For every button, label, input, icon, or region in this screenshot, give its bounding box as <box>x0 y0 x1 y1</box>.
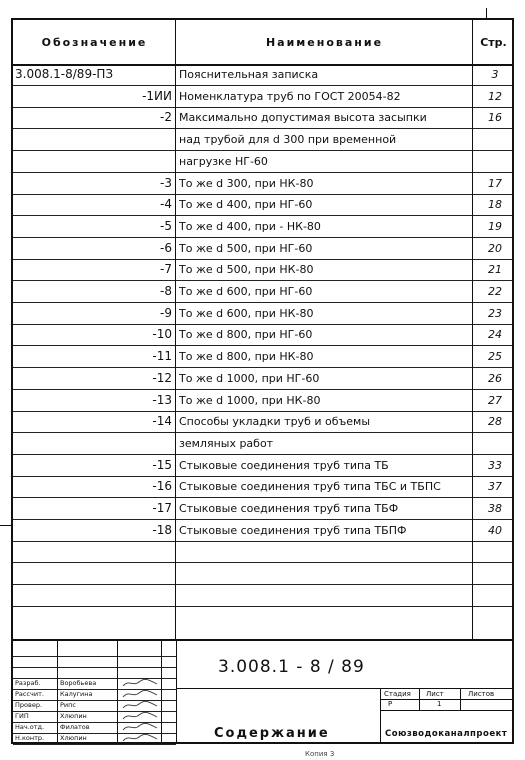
organization-name: Союзводоканалпроект <box>385 729 508 739</box>
signature-scribble-icon <box>121 700 161 710</box>
row-page: 22 <box>488 285 502 298</box>
role-label: Рассчит. <box>15 690 44 698</box>
row-designation: -1ИИ <box>142 88 172 103</box>
table-row <box>13 151 512 173</box>
row-page: 17 <box>488 176 502 190</box>
person-name: Хлюпин <box>60 712 87 720</box>
sheets-label: Листов <box>468 690 495 698</box>
signature-row <box>13 733 176 745</box>
row-name: Стыковые соединения труб типа ТБПФ <box>179 523 407 537</box>
stage-label: Стадия <box>384 690 411 698</box>
row-page: 26 <box>488 371 502 385</box>
table-row <box>13 563 512 585</box>
row-designation: -11 <box>152 349 172 364</box>
row-page: 40 <box>488 523 502 537</box>
row-name: То же d 1000, при НГ-60 <box>179 371 320 385</box>
column-header-designation: Обозначение <box>41 35 148 49</box>
table-row <box>13 64 512 86</box>
table-row <box>13 324 512 346</box>
column-header-name: Наименование <box>265 35 384 49</box>
signature-scribble-icon <box>121 722 161 732</box>
margin-mark <box>0 525 11 526</box>
table-row <box>13 433 512 455</box>
row-designation: -10 <box>152 327 172 342</box>
table-row <box>13 194 512 216</box>
table-row <box>13 238 512 260</box>
tb-divider <box>380 688 381 742</box>
row-page: 21 <box>488 263 502 277</box>
table-row <box>13 107 512 129</box>
signature-scribble-icon <box>121 689 161 699</box>
stage-value: Р <box>388 700 393 708</box>
row-name: Стыковые соединения труб типа ТБФ <box>179 502 399 515</box>
table-row <box>13 520 512 542</box>
row-page: 18 <box>488 198 502 212</box>
row-name: То же d 600, при НГ-60 <box>179 285 313 298</box>
title-block <box>13 639 512 742</box>
row-name: То же d 600, при НК-80 <box>179 306 314 320</box>
row-designation: -14 <box>152 414 172 429</box>
table-row <box>13 216 512 238</box>
person-name: Калугина <box>60 690 93 698</box>
table-row <box>13 173 512 195</box>
row-designation: -15 <box>152 457 172 472</box>
row-page: 24 <box>488 328 502 342</box>
row-name: Стыковые соединения труб типа ТБС и ТБПС <box>179 480 441 494</box>
person-name: Филатов <box>60 723 90 731</box>
row-designation: -13 <box>152 392 172 407</box>
row-designation: -18 <box>152 522 172 537</box>
row-name: над трубой для d 300 при временной <box>179 133 397 147</box>
table-row <box>13 303 512 325</box>
person-name: Хлюпин <box>60 734 87 742</box>
tb-divider <box>176 641 177 744</box>
table-row <box>13 259 512 281</box>
row-page: 19 <box>488 219 502 233</box>
table-row <box>13 541 512 563</box>
tb-divider <box>380 699 512 700</box>
document-code: 3.008.1 - 8 / 89 <box>218 657 365 677</box>
signature-scribble-icon <box>121 678 161 688</box>
row-designation: -6 <box>160 240 172 255</box>
row-page: 27 <box>488 393 502 407</box>
row-name: То же d 400, при НГ-60 <box>179 198 313 212</box>
row-designation: -2 <box>160 110 172 125</box>
tb-divider <box>57 641 58 744</box>
row-designation: -5 <box>160 218 172 233</box>
role-label: Нач.отд. <box>15 723 45 731</box>
role-label: Разраб. <box>15 679 41 687</box>
tb-divider <box>419 688 420 710</box>
footer-note: Копия 3 <box>305 750 335 758</box>
margin-mark <box>486 8 487 18</box>
row-name: Номенклатура труб по ГОСТ 20054-82 <box>179 89 401 103</box>
row-page: 28 <box>488 415 502 429</box>
row-name: То же d 1000, при НК-80 <box>179 393 321 407</box>
row-page: 23 <box>488 306 502 320</box>
column-divider <box>175 20 176 639</box>
document-title: Содержание <box>214 726 330 741</box>
sheet-value: 1 <box>437 700 442 708</box>
row-name: То же d 500, при НГ-60 <box>179 241 313 255</box>
row-page: 12 <box>488 89 502 103</box>
row-designation: -4 <box>160 197 172 212</box>
row-page: 20 <box>488 241 502 255</box>
row-designation: -17 <box>152 501 172 515</box>
table-row <box>13 281 512 303</box>
row-page: 38 <box>488 502 502 515</box>
row-page: 37 <box>488 480 502 494</box>
row-page: 25 <box>488 350 502 364</box>
tb-divider <box>176 688 512 689</box>
signature-scribble-icon <box>121 733 161 743</box>
row-designation: -7 <box>160 262 172 277</box>
row-name: То же d 800, при НК-80 <box>179 350 314 364</box>
table-row <box>13 455 512 477</box>
row-designation: -3 <box>160 175 172 190</box>
row-name: Способы укладки труб и объемы <box>179 415 371 429</box>
row-page: 3 <box>491 68 499 81</box>
row-designation: -12 <box>152 370 172 385</box>
tb-divider <box>460 688 461 710</box>
row-name: То же d 400, при - НК-80 <box>179 219 321 233</box>
table-header <box>13 20 512 66</box>
table-row <box>13 368 512 390</box>
role-label: Провер. <box>15 701 43 709</box>
table-row <box>13 498 512 520</box>
tb-divider <box>117 641 118 744</box>
table-row <box>13 476 512 498</box>
tb-divider <box>380 710 512 711</box>
person-name: Воробьева <box>60 679 97 687</box>
row-name: нагрузке НГ-60 <box>179 154 268 168</box>
role-label: Н.контр. <box>15 734 45 742</box>
table-row <box>13 129 512 151</box>
column-header-page: Стр. <box>480 35 507 49</box>
row-name: Пояснительная записка <box>179 68 319 81</box>
table-row <box>13 585 512 607</box>
column-divider <box>472 20 473 639</box>
row-name: Максимально допустимая высота засыпки <box>179 111 427 125</box>
row-designation: -8 <box>160 284 172 298</box>
tb-divider <box>161 641 162 744</box>
row-designation: 3.008.1-8/89-ПЗ <box>15 67 114 81</box>
signature-scribble-icon <box>121 711 161 721</box>
person-name: Рипс <box>60 701 76 709</box>
row-designation: -9 <box>160 305 172 320</box>
table-row <box>13 346 512 368</box>
row-name: То же d 300, при НК-80 <box>179 176 314 190</box>
row-page: 16 <box>488 111 502 125</box>
row-name: земляных работ <box>179 436 274 450</box>
row-page: 33 <box>488 458 502 472</box>
role-label: ГИП <box>15 712 29 720</box>
drawing-sheet <box>11 18 514 744</box>
row-name: Стыковые соединения труб типа ТБ <box>179 458 389 472</box>
sheet-label: Лист <box>426 690 444 698</box>
row-designation: -16 <box>152 479 172 494</box>
row-name: То же d 500, при НК-80 <box>179 263 314 277</box>
row-name: То же d 800, при НГ-60 <box>179 328 313 342</box>
table-row <box>13 86 512 108</box>
blank-row <box>13 667 176 679</box>
table-row <box>13 411 512 433</box>
table-row <box>13 390 512 412</box>
